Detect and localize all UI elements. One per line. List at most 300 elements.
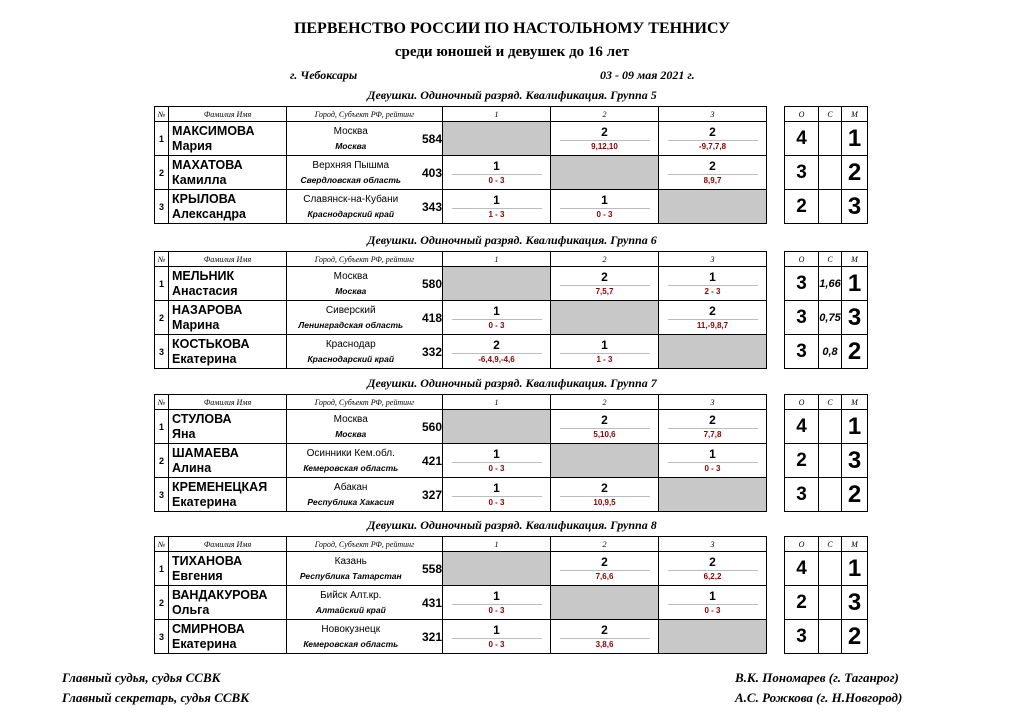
match-points: 1	[601, 193, 608, 207]
player-number: 2	[155, 156, 169, 190]
match-score: 9,12,10	[591, 142, 618, 151]
place: 3	[842, 301, 868, 335]
table-row	[155, 335, 868, 369]
col-city: Город, Субъект РФ, рейтинг	[287, 537, 443, 552]
table-row	[155, 122, 868, 156]
match-points: 1	[709, 270, 716, 284]
group-table-5	[154, 106, 867, 224]
player-first-name: Екатерина	[172, 351, 237, 366]
match-result	[443, 304, 550, 331]
col-s: С	[819, 107, 842, 122]
col-1: 1	[443, 107, 551, 122]
player-region: Алтайский край	[315, 604, 386, 615]
match-result	[551, 338, 658, 365]
player-name	[169, 586, 287, 620]
player-location	[287, 335, 415, 369]
player-name	[169, 122, 287, 156]
place: 1	[842, 267, 868, 301]
match-score: 6,2,2	[703, 572, 722, 581]
place: 2	[842, 156, 868, 190]
standings-table	[154, 251, 868, 369]
divider	[452, 462, 542, 463]
player-row-2-result-r2	[551, 301, 659, 335]
player-region: Москва	[335, 428, 367, 439]
col-name: Фамилия Имя	[169, 107, 287, 122]
player-city: Новокузнецк	[321, 623, 381, 635]
group-title: Девушки. Одиночный разряд. Квалификация. Группа 8	[367, 518, 657, 532]
col-city: Город, Субъект РФ, рейтинг	[287, 395, 443, 410]
points-total: 3	[785, 156, 819, 190]
col-name: Фамилия Имя	[169, 252, 287, 267]
player-name	[169, 620, 287, 654]
separator	[767, 267, 785, 301]
divider	[668, 604, 758, 605]
match-score: 2 - 3	[704, 287, 721, 296]
tiebreak-ratio: 1,66	[819, 267, 842, 301]
separator	[767, 301, 785, 335]
player-number: 3	[155, 620, 169, 654]
tiebreak-ratio	[819, 586, 842, 620]
place: 2	[842, 335, 868, 369]
table-row	[155, 190, 868, 224]
tiebreak-ratio	[819, 122, 842, 156]
player-region: Москва	[335, 285, 367, 296]
footer-secretary-name: А.С. Рожкова (г. Н.Новгород)	[735, 690, 903, 705]
player-first-name: Марина	[172, 317, 220, 332]
player-row-1-result-r2	[551, 552, 659, 586]
separator	[767, 107, 785, 122]
col-number: №	[155, 107, 169, 122]
match-points: 2	[601, 125, 608, 139]
col-s: С	[819, 395, 842, 410]
player-first-name: Евгения	[172, 568, 223, 583]
match-result	[443, 623, 550, 650]
col-name: Фамилия Имя	[169, 395, 287, 410]
player-rating: 403	[415, 156, 443, 190]
match-score: 1 - 3	[488, 210, 505, 219]
group-table-8	[154, 536, 867, 654]
match-result	[551, 413, 658, 440]
col-m: М	[842, 395, 868, 410]
col-o: О	[785, 252, 819, 267]
table-row	[155, 586, 868, 620]
table-header	[155, 252, 868, 267]
player-row-1-result-r2	[551, 267, 659, 301]
player-name	[169, 335, 287, 369]
points-total: 3	[785, 267, 819, 301]
match-result	[443, 447, 550, 474]
group-title: Девушки. Одиночный разряд. Квалификация. Группа 5	[367, 88, 657, 102]
player-last-name: ВАНДАКУРОВА	[172, 587, 268, 602]
points-total: 4	[785, 410, 819, 444]
divider	[452, 353, 542, 354]
match-score: 10,9,5	[593, 498, 616, 507]
player-location	[287, 122, 415, 156]
player-region: Свердловская область	[300, 174, 401, 185]
divider	[668, 462, 758, 463]
points-total: 3	[785, 620, 819, 654]
player-rating: 332	[415, 335, 443, 369]
points-total: 3	[785, 301, 819, 335]
player-first-name: Александра	[172, 206, 246, 221]
footer-secretary-role: Главный секретарь, судья ССВК	[62, 690, 250, 705]
col-o: О	[785, 107, 819, 122]
player-number: 1	[155, 122, 169, 156]
divider	[560, 140, 650, 141]
separator	[767, 478, 785, 512]
player-last-name: МАКСИМОВА	[172, 123, 255, 138]
divider	[560, 638, 650, 639]
player-region: Кемеровская область	[303, 638, 399, 649]
col-city: Город, Субъект РФ, рейтинг	[287, 107, 443, 122]
player-rating: 327	[415, 478, 443, 512]
player-number: 1	[155, 410, 169, 444]
divider	[452, 638, 542, 639]
match-score: 7,5,7	[595, 287, 614, 296]
player-row-2-result-r3	[659, 444, 767, 478]
player-last-name: МЕЛЬНИК	[172, 268, 235, 283]
player-row-2-result-r1	[443, 586, 551, 620]
player-city: Москва	[333, 270, 368, 282]
player-first-name: Алина	[172, 460, 212, 475]
match-points: 2	[601, 623, 608, 637]
match-points: 1	[493, 159, 500, 173]
points-total: 4	[785, 122, 819, 156]
player-city: Бийск Алт.кр.	[320, 589, 382, 601]
match-points: 1	[493, 447, 500, 461]
separator	[767, 552, 785, 586]
standings-table	[154, 106, 868, 224]
col-2: 2	[551, 395, 659, 410]
col-name: Фамилия Имя	[169, 537, 287, 552]
player-row-2-result-r1	[443, 301, 551, 335]
match-score: 0 - 3	[488, 606, 505, 615]
col-o: О	[785, 395, 819, 410]
match-score: 8,9,7	[703, 176, 722, 185]
player-last-name: НАЗАРОВА	[172, 302, 243, 317]
divider	[560, 428, 650, 429]
table-row	[155, 267, 868, 301]
player-rating: 421	[415, 444, 443, 478]
place: 1	[842, 552, 868, 586]
group-title: Девушки. Одиночный разряд. Квалификация. Группа 6	[367, 233, 657, 247]
divider	[560, 496, 650, 497]
col-m: М	[842, 537, 868, 552]
player-row-3-result-r1	[443, 620, 551, 654]
player-city: Казань	[334, 555, 367, 567]
player-first-name: Екатерина	[172, 494, 237, 509]
player-location	[287, 267, 415, 301]
player-location	[287, 478, 415, 512]
match-points: 1	[493, 589, 500, 603]
match-result	[443, 159, 550, 186]
col-3: 3	[659, 252, 767, 267]
match-result	[551, 125, 658, 152]
match-result	[443, 193, 550, 220]
match-score: 3,8,6	[595, 640, 614, 649]
match-result	[659, 413, 766, 440]
table-row	[155, 620, 868, 654]
player-city: Верхняя Пышма	[312, 159, 390, 171]
table-row	[155, 156, 868, 190]
player-row-3-result-r1	[443, 335, 551, 369]
player-rating: 580	[415, 267, 443, 301]
separator	[767, 410, 785, 444]
standings-table	[154, 394, 868, 512]
group-table-7	[154, 394, 867, 512]
player-number: 1	[155, 267, 169, 301]
player-row-2-result-r2	[551, 444, 659, 478]
col-number: №	[155, 537, 169, 552]
player-number: 2	[155, 301, 169, 335]
tiebreak-ratio	[819, 478, 842, 512]
col-number: №	[155, 395, 169, 410]
player-row-1-result-r2	[551, 410, 659, 444]
col-2: 2	[551, 107, 659, 122]
player-row-2-result-r1	[443, 444, 551, 478]
group-table-6	[154, 251, 867, 369]
player-name	[169, 410, 287, 444]
match-score: 0 - 3	[488, 640, 505, 649]
tiebreak-ratio	[819, 190, 842, 224]
match-points: 2	[601, 413, 608, 427]
player-last-name: КРЫЛОВА	[172, 191, 237, 206]
match-score: -9,7,7,8	[698, 142, 727, 151]
tiebreak-ratio	[819, 444, 842, 478]
match-score: 0 - 3	[488, 321, 505, 330]
player-row-2-result-r2	[551, 586, 659, 620]
player-row-1-result-r3	[659, 122, 767, 156]
points-total: 2	[785, 586, 819, 620]
tiebreak-ratio: 0,75	[819, 301, 842, 335]
match-result	[551, 623, 658, 650]
player-row-1-result-r3	[659, 410, 767, 444]
player-row-3-result-r2	[551, 335, 659, 369]
match-score: 0 - 3	[488, 176, 505, 185]
player-last-name: СТУЛОВА	[172, 411, 232, 426]
col-3: 3	[659, 107, 767, 122]
event-dates: 03 - 09 мая 2021 г.	[600, 68, 695, 82]
place: 3	[842, 444, 868, 478]
player-last-name: СМИРНОВА	[172, 621, 245, 636]
col-1: 1	[443, 537, 551, 552]
table-row	[155, 478, 868, 512]
player-row-1-result-r1	[443, 122, 551, 156]
match-points: 1	[493, 304, 500, 318]
tiebreak-ratio	[819, 620, 842, 654]
player-name	[169, 444, 287, 478]
standings-table	[154, 536, 868, 654]
col-m: М	[842, 107, 868, 122]
place: 1	[842, 410, 868, 444]
player-last-name: МАХАТОВА	[172, 157, 243, 172]
match-result	[659, 125, 766, 152]
divider	[560, 285, 650, 286]
col-2: 2	[551, 537, 659, 552]
match-result	[551, 193, 658, 220]
player-rating: 431	[415, 586, 443, 620]
divider	[452, 604, 542, 605]
table-header	[155, 537, 868, 552]
player-location	[287, 586, 415, 620]
player-row-3-result-r3	[659, 620, 767, 654]
player-rating: 584	[415, 122, 443, 156]
player-region: Краснодарский край	[307, 208, 395, 219]
player-city: Славянск-на-Кубани	[303, 193, 399, 205]
player-row-3-result-r3	[659, 335, 767, 369]
points-total: 3	[785, 335, 819, 369]
col-3: 3	[659, 537, 767, 552]
separator	[767, 586, 785, 620]
player-location	[287, 410, 415, 444]
player-location	[287, 620, 415, 654]
player-last-name: КОСТЬКОВА	[172, 336, 250, 351]
player-first-name: Мария	[172, 138, 213, 153]
match-score: 11,-9,8,7	[696, 321, 729, 330]
player-row-1-result-r1	[443, 410, 551, 444]
match-score: 0 - 3	[704, 464, 721, 473]
divider	[452, 208, 542, 209]
match-result	[551, 270, 658, 297]
player-last-name: КРЕМЕНЕЦКАЯ	[172, 479, 268, 494]
separator	[767, 537, 785, 552]
player-row-1-result-r1	[443, 552, 551, 586]
divider	[668, 140, 758, 141]
footer-judge-name: В.К. Пономарев (г. Таганрог)	[735, 670, 899, 685]
player-region: Ленинградская область	[298, 319, 404, 330]
player-rating: 560	[415, 410, 443, 444]
player-number: 3	[155, 335, 169, 369]
player-row-1-result-r2	[551, 122, 659, 156]
match-score: 0 - 3	[488, 464, 505, 473]
player-row-2-result-r1	[443, 156, 551, 190]
separator	[767, 444, 785, 478]
match-points: 1	[709, 589, 716, 603]
match-score: 0 - 3	[488, 498, 505, 507]
separator	[767, 620, 785, 654]
match-points: 2	[709, 555, 716, 569]
separator	[767, 252, 785, 267]
player-last-name: ТИХАНОВА	[172, 553, 243, 568]
match-result	[659, 589, 766, 616]
player-region: Республика Татарстан	[299, 570, 402, 581]
group-title: Девушки. Одиночный разряд. Квалификация. Группа 7	[367, 376, 657, 390]
player-number: 3	[155, 190, 169, 224]
player-row-1-result-r3	[659, 267, 767, 301]
col-s: С	[819, 252, 842, 267]
col-1: 1	[443, 395, 551, 410]
divider	[452, 496, 542, 497]
match-result	[659, 447, 766, 474]
divider	[668, 428, 758, 429]
match-result	[551, 481, 658, 508]
player-row-3-result-r1	[443, 478, 551, 512]
player-row-2-result-r2	[551, 156, 659, 190]
match-score: 0 - 3	[596, 210, 613, 219]
match-points: 2	[709, 125, 716, 139]
divider	[668, 285, 758, 286]
table-row	[155, 301, 868, 335]
col-1: 1	[443, 252, 551, 267]
match-score: 5,10,6	[593, 430, 616, 439]
match-result	[659, 270, 766, 297]
match-points: 2	[709, 304, 716, 318]
player-first-name: Яна	[172, 426, 196, 441]
page-title: ПЕРВЕНСТВО РОССИИ ПО НАСТОЛЬНОМУ ТЕННИСУ	[293, 20, 731, 37]
player-row-3-result-r3	[659, 190, 767, 224]
place: 3	[842, 586, 868, 620]
points-total: 3	[785, 478, 819, 512]
match-result	[443, 589, 550, 616]
player-row-1-result-r3	[659, 552, 767, 586]
table-row	[155, 444, 868, 478]
player-name	[169, 190, 287, 224]
match-points: 2	[601, 481, 608, 495]
match-points: 1	[493, 623, 500, 637]
player-number: 2	[155, 444, 169, 478]
separator	[767, 190, 785, 224]
player-row-2-result-r3	[659, 301, 767, 335]
match-score: 7,6,6	[595, 572, 614, 581]
player-rating: 418	[415, 301, 443, 335]
player-city: Сиверский	[325, 304, 376, 316]
player-location	[287, 552, 415, 586]
match-points: 2	[709, 413, 716, 427]
match-score: -6,4,9,-4,6	[478, 355, 515, 364]
match-result	[443, 481, 550, 508]
footer-judge-role: Главный судья, судья ССВК	[62, 670, 221, 685]
col-number: №	[155, 252, 169, 267]
match-points: 1	[601, 338, 608, 352]
player-row-3-result-r2	[551, 620, 659, 654]
player-number: 1	[155, 552, 169, 586]
player-city: Осинники Кем.обл.	[306, 447, 395, 459]
match-points: 2	[601, 555, 608, 569]
match-points: 1	[493, 481, 500, 495]
match-result	[659, 555, 766, 582]
player-city: Краснодар	[325, 338, 376, 350]
tiebreak-ratio	[819, 410, 842, 444]
player-name	[169, 478, 287, 512]
event-city: г. Чебоксары	[290, 68, 358, 82]
match-result	[659, 304, 766, 331]
match-score: 1 - 3	[596, 355, 613, 364]
match-points: 1	[709, 447, 716, 461]
player-name	[169, 301, 287, 335]
divider	[452, 174, 542, 175]
player-first-name: Ольга	[172, 602, 210, 617]
divider	[452, 319, 542, 320]
match-points: 2	[709, 159, 716, 173]
player-rating: 321	[415, 620, 443, 654]
separator	[767, 122, 785, 156]
col-city: Город, Субъект РФ, рейтинг	[287, 252, 443, 267]
match-result	[551, 555, 658, 582]
player-location	[287, 190, 415, 224]
player-name	[169, 552, 287, 586]
tiebreak-ratio	[819, 552, 842, 586]
match-result	[659, 159, 766, 186]
table-row	[155, 410, 868, 444]
col-3: 3	[659, 395, 767, 410]
player-number: 2	[155, 586, 169, 620]
player-name	[169, 156, 287, 190]
match-points: 1	[493, 193, 500, 207]
table-row	[155, 552, 868, 586]
points-total: 2	[785, 190, 819, 224]
match-points: 2	[601, 270, 608, 284]
match-score: 7,7,8	[703, 430, 722, 439]
